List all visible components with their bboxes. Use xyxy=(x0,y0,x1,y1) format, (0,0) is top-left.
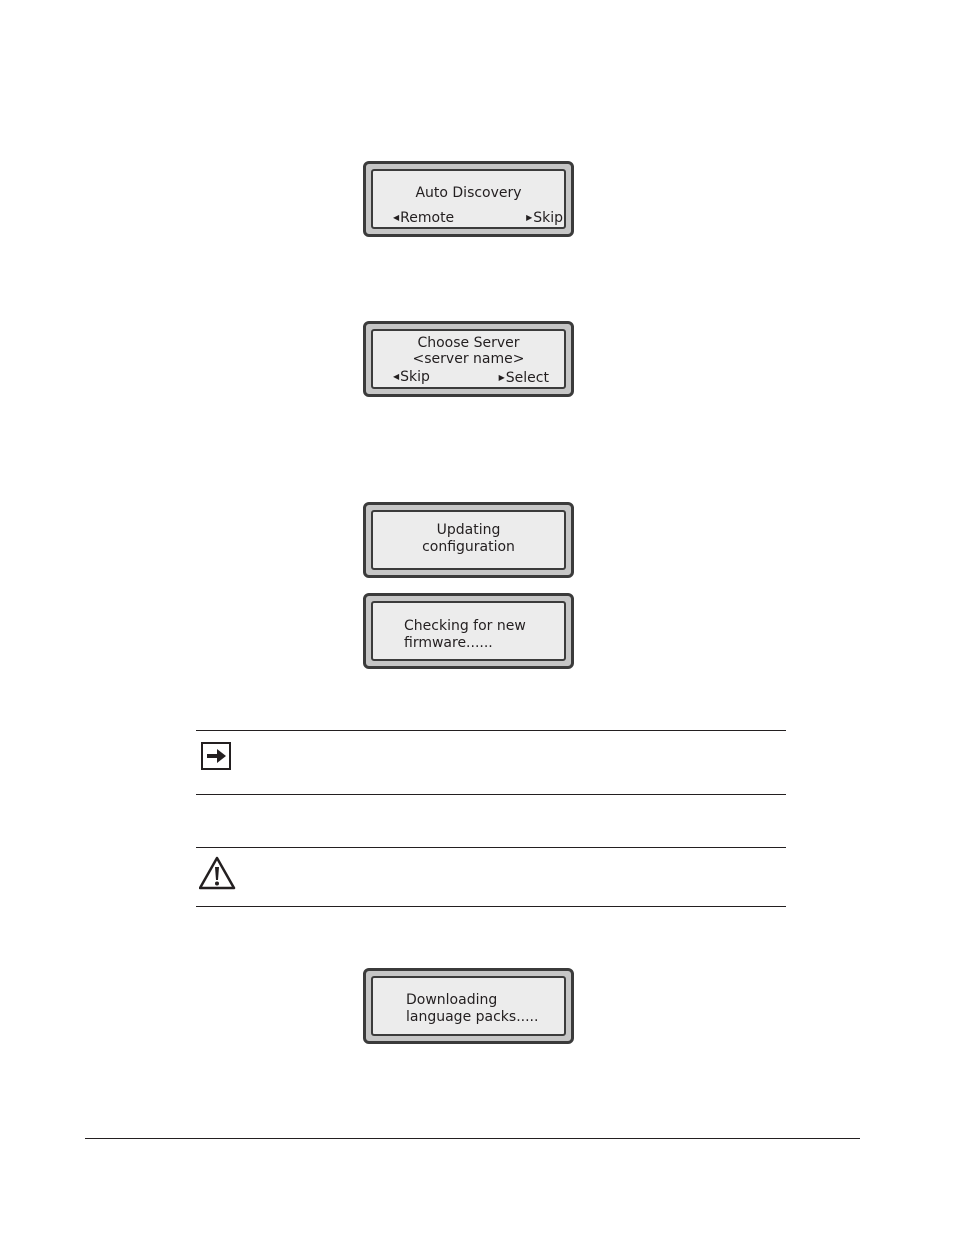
softkey-remote-label: Remote xyxy=(400,210,455,226)
lcd-choose-server xyxy=(363,321,574,397)
right-arrow-icon xyxy=(201,742,231,770)
lcd-title: Choose Server xyxy=(417,335,520,351)
lcd-screen xyxy=(371,601,566,661)
lcd-auto-discovery xyxy=(363,161,574,237)
softkey-skip-label: Skip xyxy=(533,210,563,226)
lcd-line-2: language packs..... xyxy=(406,1009,539,1025)
caution-bottom-rule xyxy=(196,906,786,907)
lcd-screen xyxy=(371,169,566,229)
right-arrow-icon: ▶ xyxy=(526,213,533,222)
softkey-remote xyxy=(393,210,454,226)
lcd-subtitle: <server name> xyxy=(412,351,525,367)
note-bottom-rule xyxy=(196,794,786,795)
softkey-select xyxy=(499,370,549,386)
lcd-checking-firmware xyxy=(363,593,574,669)
warning-triangle-icon xyxy=(199,856,237,891)
lcd-downloading xyxy=(363,968,574,1044)
softkey-skip-label: Skip xyxy=(400,369,430,385)
caution-top-rule xyxy=(196,847,786,848)
left-arrow-icon: ◀ xyxy=(393,372,400,381)
lcd-screen xyxy=(371,976,566,1036)
softkey-skip xyxy=(526,210,563,226)
footer-rule xyxy=(85,1138,860,1139)
left-arrow-icon: ◀ xyxy=(393,213,400,222)
lcd-line-2: firmware...... xyxy=(404,635,493,651)
lcd-line-1: Updating xyxy=(436,522,501,538)
lcd-title: Auto Discovery xyxy=(415,185,522,201)
note-top-rule xyxy=(196,730,786,731)
softkey-select-label: Select xyxy=(505,370,549,386)
softkey-skip xyxy=(393,369,430,385)
lcd-line-2: configuration xyxy=(422,539,515,555)
lcd-line-1: Checking for new xyxy=(404,618,526,634)
lcd-screen xyxy=(371,329,566,389)
lcd-line-1: Downloading xyxy=(406,992,498,1008)
lcd-updating xyxy=(363,502,574,578)
lcd-screen xyxy=(371,510,566,570)
right-arrow-icon: ▶ xyxy=(498,373,505,382)
